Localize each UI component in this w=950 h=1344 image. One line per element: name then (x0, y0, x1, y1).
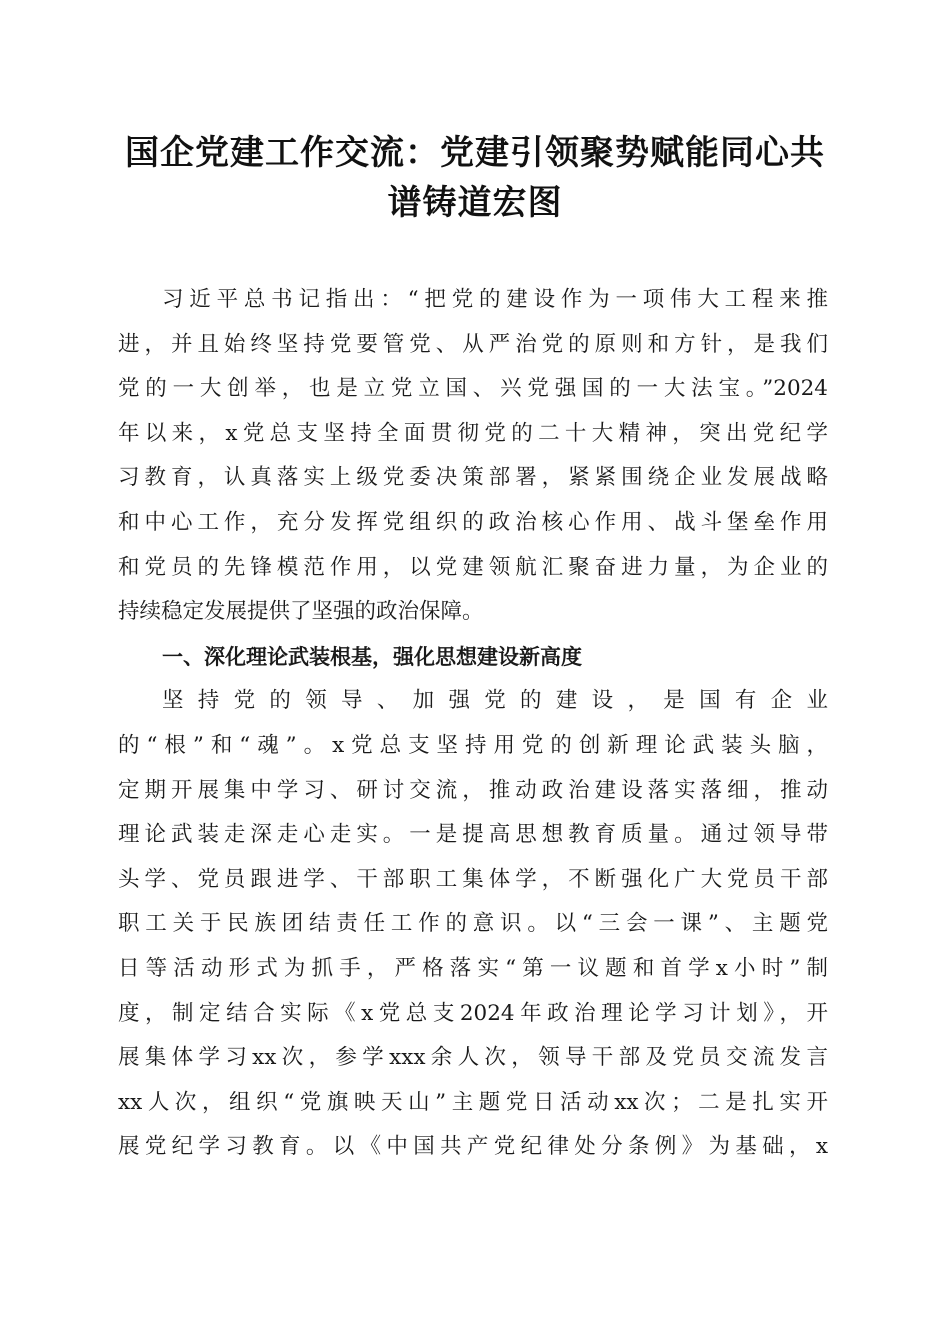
paragraph-line: 理论武装走深走心走实。一是提高思想教育质量。通过领导带 (118, 822, 828, 848)
section-1-paragraph (118, 679, 828, 1170)
paragraph-line: 职工关于民族团结责任工作的意识。以“三会一课”、主题党 (118, 911, 828, 937)
paragraph-line: 度，制定结合实际《x党总支2024年政治理论学习计划》，开 (118, 1000, 828, 1026)
paragraph-line: 展党纪学习教育。以《中国共产党纪律处分条例》为基础，x (118, 1134, 828, 1160)
section-heading-1: 一、深化理论武装根基，强化思想建设新高度 (162, 644, 582, 669)
paragraph-line: 定期开展集中学习、研讨交流，推动政治建设落实落细，推动 (118, 777, 828, 803)
paragraph-line: 进，并且始终坚持党要管党、从严治党的原则和方针，是我们 (118, 331, 828, 357)
paragraph-line: 持续稳定发展提供了坚强的政治保障。 (118, 599, 484, 625)
paragraph-line: 习教育，认真落实上级党委决策部署，紧紧围绕企业发展战略 (118, 465, 828, 491)
title-line-1: 国企党建工作交流：党建引领聚势赋能同心共 (125, 133, 825, 173)
paragraph-line: 头学、党员跟进学、干部职工集体学，不断强化广大党员干部 (118, 866, 828, 892)
paragraph-line: 日等活动形式为抓手，严格落实“第一议题和首学x小时”制 (118, 955, 828, 981)
paragraph-line: 的“根”和“魂”。x党总支坚持用党的创新理论武装头脑， (118, 732, 828, 758)
paragraph-line: 坚持党的领导、加强党的建设，是国有企业 (162, 688, 828, 714)
paragraph-line: 习近平总书记指出：“把党的建设作为一项伟大工程来推 (162, 287, 828, 312)
document-title (100, 128, 850, 228)
title-line-2: 谱铸道宏图 (387, 183, 563, 223)
paragraph-line: 和党员的先锋模范作用，以党建领航汇聚奋进力量，为企业的 (118, 554, 828, 580)
paragraph-line: 和中心工作，充分发挥党组织的政治核心作用、战斗堡垒作用 (118, 509, 828, 535)
intro-paragraph (118, 278, 828, 635)
paragraph-line: 年以来，x党总支坚持全面贯彻党的二十大精神，突出党纪学 (118, 420, 828, 446)
paragraph-line: 党的一大创举，也是立党立国、兴党强国的一大法宝。”2024 (118, 376, 828, 402)
paragraph-line: xx人次，组织“党旗映天山”主题党日活动xx次；二是扎实开 (118, 1089, 828, 1115)
paragraph-line: 展集体学习xx次，参学xxx余人次，领导干部及党员交流发言 (118, 1045, 828, 1071)
document-body (118, 278, 828, 1170)
